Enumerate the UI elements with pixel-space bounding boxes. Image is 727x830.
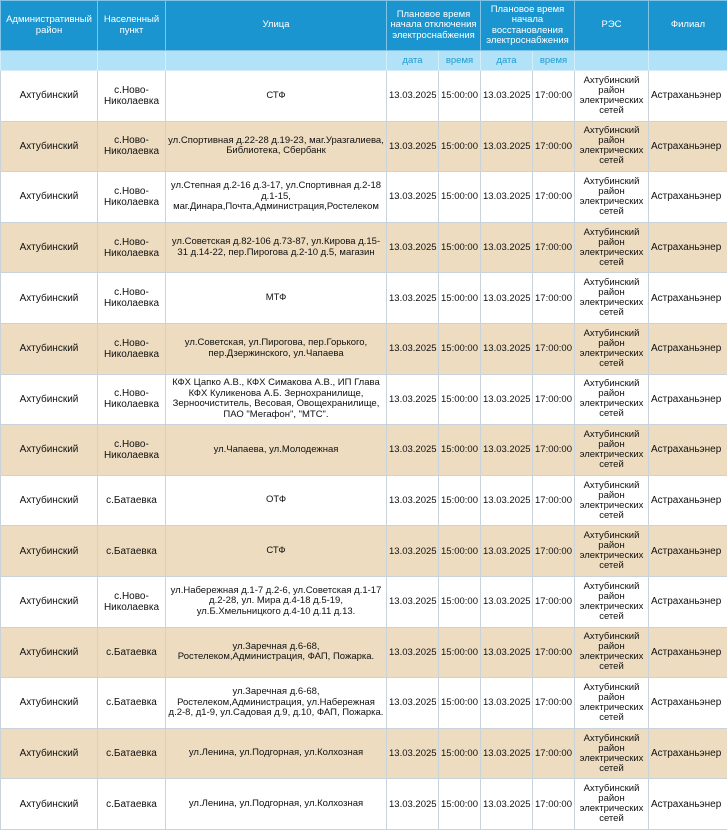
cell-off-time: 15:00:00	[439, 779, 481, 830]
table-row	[1, 273, 727, 324]
cell-on-date: 13.03.2025	[481, 576, 533, 627]
cell-res: Ахтубинский район электрических сетей	[575, 323, 649, 374]
cell-off-date: 13.03.2025	[387, 576, 439, 627]
subheader-empty	[166, 51, 387, 71]
cell-street: МТФ	[166, 273, 387, 324]
cell-on-date: 13.03.2025	[481, 172, 533, 223]
cell-on-time: 17:00:00	[533, 273, 575, 324]
cell-street: ул.Советская д.82-106 д.73-87, ул.Кирова д.15-31 д.14-22, пер.Пирогова д.2-10 д.5, магазин	[166, 222, 387, 273]
cell-res: Ахтубинский район электрических сетей	[575, 779, 649, 830]
cell-res: Ахтубинский район электрических сетей	[575, 526, 649, 577]
cell-on-time: 17:00:00	[533, 374, 575, 425]
cell-filial: Астраханьэнер	[649, 526, 727, 577]
cell-on-date: 13.03.2025	[481, 71, 533, 122]
cell-off-time: 15:00:00	[439, 71, 481, 122]
table-row	[1, 526, 727, 577]
cell-off-date: 13.03.2025	[387, 425, 439, 476]
cell-street: ул.Степная д.2-16 д.3-17, ул.Спортивная д.2-18 д.1-15, маг.Динара,Почта,Администрация,Ростелеком	[166, 172, 387, 223]
cell-filial: Астраханьэнер	[649, 475, 727, 526]
cell-res: Ахтубинский район электрических сетей	[575, 172, 649, 223]
cell-settlement: с.Ново-Николаевка	[98, 323, 166, 374]
subheader-row	[1, 51, 727, 71]
cell-off-time: 15:00:00	[439, 374, 481, 425]
cell-on-time: 17:00:00	[533, 71, 575, 122]
cell-on-time: 17:00:00	[533, 627, 575, 678]
cell-off-date: 13.03.2025	[387, 172, 439, 223]
table-row	[1, 323, 727, 374]
cell-off-time: 15:00:00	[439, 526, 481, 577]
cell-res: Ахтубинский район электрических сетей	[575, 374, 649, 425]
cell-off-date: 13.03.2025	[387, 627, 439, 678]
cell-off-date: 13.03.2025	[387, 222, 439, 273]
header-off-start: Плановое время начала отключения электроснабжения	[387, 1, 481, 51]
cell-on-time: 17:00:00	[533, 678, 575, 729]
table-body	[1, 71, 727, 830]
cell-district: Ахтубинский	[1, 374, 98, 425]
cell-off-time: 15:00:00	[439, 222, 481, 273]
cell-district: Ахтубинский	[1, 728, 98, 779]
cell-on-date: 13.03.2025	[481, 475, 533, 526]
cell-on-date: 13.03.2025	[481, 425, 533, 476]
cell-off-date: 13.03.2025	[387, 526, 439, 577]
cell-filial: Астраханьэнер	[649, 172, 727, 223]
cell-res: Ахтубинский район электрических сетей	[575, 728, 649, 779]
subheader-empty	[649, 51, 727, 71]
cell-street: ул.Набережная д.1-7 д.2-6, ул.Советская д.1-17 д.2-28, ул. Мира д.4-18 д.5-19, ул.Б.Хмельницкого д.4-10 д.11 д.13.	[166, 576, 387, 627]
cell-street: ул.Ленина, ул.Подгорная, ул.Колхозная	[166, 728, 387, 779]
cell-on-date: 13.03.2025	[481, 121, 533, 172]
table-row	[1, 475, 727, 526]
cell-filial: Астраханьэнер	[649, 627, 727, 678]
header-settlement: Населенный пункт	[98, 1, 166, 51]
cell-off-date: 13.03.2025	[387, 71, 439, 122]
cell-off-time: 15:00:00	[439, 475, 481, 526]
cell-settlement: с.Батаевка	[98, 526, 166, 577]
cell-district: Ахтубинский	[1, 627, 98, 678]
cell-off-date: 13.03.2025	[387, 678, 439, 729]
cell-off-time: 15:00:00	[439, 576, 481, 627]
cell-district: Ахтубинский	[1, 576, 98, 627]
cell-settlement: с.Ново-Николаевка	[98, 576, 166, 627]
subheader-off-date: дата	[387, 51, 439, 71]
cell-street: ул.Советская, ул.Пирогова, пер.Горького, пер.Дзержинского, ул.Чапаева	[166, 323, 387, 374]
cell-on-time: 17:00:00	[533, 121, 575, 172]
subheader-empty	[575, 51, 649, 71]
cell-settlement: с.Батаевка	[98, 627, 166, 678]
cell-on-time: 17:00:00	[533, 526, 575, 577]
cell-res: Ахтубинский район электрических сетей	[575, 222, 649, 273]
header-filial: Филиал	[649, 1, 727, 51]
cell-district: Ахтубинский	[1, 475, 98, 526]
subheader-on-date: дата	[481, 51, 533, 71]
cell-off-time: 15:00:00	[439, 172, 481, 223]
cell-on-time: 17:00:00	[533, 576, 575, 627]
cell-on-date: 13.03.2025	[481, 323, 533, 374]
cell-filial: Астраханьэнер	[649, 71, 727, 122]
cell-res: Ахтубинский район электрических сетей	[575, 576, 649, 627]
cell-settlement: с.Ново-Николаевка	[98, 121, 166, 172]
cell-filial: Астраханьэнер	[649, 323, 727, 374]
cell-street: ОТФ	[166, 475, 387, 526]
cell-res: Ахтубинский район электрических сетей	[575, 627, 649, 678]
header-street: Улица	[166, 1, 387, 51]
cell-district: Ахтубинский	[1, 526, 98, 577]
cell-settlement: с.Батаевка	[98, 678, 166, 729]
cell-on-time: 17:00:00	[533, 475, 575, 526]
cell-street: ул.Ленина, ул.Подгорная, ул.Колхозная	[166, 779, 387, 830]
header-district: Административный район	[1, 1, 98, 51]
cell-off-date: 13.03.2025	[387, 121, 439, 172]
cell-street: СТФ	[166, 71, 387, 122]
table-row	[1, 374, 727, 425]
cell-district: Ахтубинский	[1, 678, 98, 729]
subheader-on-time: время	[533, 51, 575, 71]
cell-settlement: с.Ново-Николаевка	[98, 71, 166, 122]
cell-on-time: 17:00:00	[533, 323, 575, 374]
cell-off-time: 15:00:00	[439, 121, 481, 172]
cell-on-date: 13.03.2025	[481, 273, 533, 324]
cell-off-time: 15:00:00	[439, 425, 481, 476]
table-row	[1, 172, 727, 223]
table-row	[1, 627, 727, 678]
subheader-off-time: время	[439, 51, 481, 71]
cell-district: Ахтубинский	[1, 222, 98, 273]
header-row	[1, 1, 727, 51]
cell-filial: Астраханьэнер	[649, 779, 727, 830]
cell-on-date: 13.03.2025	[481, 222, 533, 273]
cell-settlement: с.Ново-Николаевка	[98, 374, 166, 425]
cell-res: Ахтубинский район электрических сетей	[575, 475, 649, 526]
cell-street: ул.Чапаева, ул.Молодежная	[166, 425, 387, 476]
header-res: РЭС	[575, 1, 649, 51]
cell-off-date: 13.03.2025	[387, 323, 439, 374]
cell-filial: Астраханьэнер	[649, 425, 727, 476]
cell-on-date: 13.03.2025	[481, 526, 533, 577]
table-row	[1, 222, 727, 273]
cell-settlement: с.Батаевка	[98, 475, 166, 526]
cell-res: Ахтубинский район электрических сетей	[575, 121, 649, 172]
cell-off-date: 13.03.2025	[387, 475, 439, 526]
cell-off-date: 13.03.2025	[387, 374, 439, 425]
cell-off-time: 15:00:00	[439, 728, 481, 779]
table-row	[1, 576, 727, 627]
cell-on-time: 17:00:00	[533, 425, 575, 476]
cell-filial: Астраханьэнер	[649, 222, 727, 273]
cell-off-time: 15:00:00	[439, 678, 481, 729]
cell-district: Ахтубинский	[1, 172, 98, 223]
cell-district: Ахтубинский	[1, 779, 98, 830]
cell-street: ул.Спортивная д.22-28 д.19-23, маг.Уразгалиева, Библиотека, Сбербанк	[166, 121, 387, 172]
table-row	[1, 121, 727, 172]
cell-district: Ахтубинский	[1, 121, 98, 172]
table-row	[1, 779, 727, 830]
cell-district: Ахтубинский	[1, 71, 98, 122]
cell-settlement: с.Ново-Николаевка	[98, 273, 166, 324]
header-restore: Плановое время начала восстановления электроснабжения	[481, 1, 575, 51]
cell-district: Ахтубинский	[1, 425, 98, 476]
cell-filial: Астраханьэнер	[649, 728, 727, 779]
cell-street: КФХ Цапко А.В., КФХ Симакова А.В., ИП Глава КФХ Куликенова А.Б. Зернохранилище, Зерноочиститель, Весовая, Овощехранилище, ПАО "Мегафон", "МТС".	[166, 374, 387, 425]
cell-on-date: 13.03.2025	[481, 678, 533, 729]
cell-on-date: 13.03.2025	[481, 779, 533, 830]
cell-street: ул.Заречная д.6-68, Ростелеком,Администрация, ул.Набережная д.2-8, д1-9, ул.Садовая д.9, д.10, ФАП, Пожарка.	[166, 678, 387, 729]
table-row	[1, 678, 727, 729]
cell-off-date: 13.03.2025	[387, 728, 439, 779]
cell-on-date: 13.03.2025	[481, 627, 533, 678]
cell-settlement: с.Ново-Николаевка	[98, 172, 166, 223]
cell-district: Ахтубинский	[1, 323, 98, 374]
table-row	[1, 71, 727, 122]
cell-district: Ахтубинский	[1, 273, 98, 324]
subheader-empty	[1, 51, 98, 71]
cell-settlement: с.Ново-Николаевка	[98, 425, 166, 476]
cell-res: Ахтубинский район электрических сетей	[575, 425, 649, 476]
cell-filial: Астраханьэнер	[649, 678, 727, 729]
cell-res: Ахтубинский район электрических сетей	[575, 678, 649, 729]
cell-settlement: с.Батаевка	[98, 728, 166, 779]
cell-settlement: с.Батаевка	[98, 779, 166, 830]
cell-off-time: 15:00:00	[439, 627, 481, 678]
cell-filial: Астраханьэнер	[649, 374, 727, 425]
cell-off-time: 15:00:00	[439, 273, 481, 324]
subheader-empty	[98, 51, 166, 71]
cell-on-time: 17:00:00	[533, 222, 575, 273]
cell-filial: Астраханьэнер	[649, 121, 727, 172]
cell-on-date: 13.03.2025	[481, 728, 533, 779]
cell-filial: Астраханьэнер	[649, 273, 727, 324]
cell-on-time: 17:00:00	[533, 728, 575, 779]
cell-on-date: 13.03.2025	[481, 374, 533, 425]
cell-on-time: 17:00:00	[533, 172, 575, 223]
table-row	[1, 425, 727, 476]
cell-off-date: 13.03.2025	[387, 779, 439, 830]
cell-on-time: 17:00:00	[533, 779, 575, 830]
cell-off-time: 15:00:00	[439, 323, 481, 374]
cell-street: СТФ	[166, 526, 387, 577]
cell-res: Ахтубинский район электрических сетей	[575, 71, 649, 122]
cell-filial: Астраханьэнер	[649, 576, 727, 627]
cell-res: Ахтубинский район электрических сетей	[575, 273, 649, 324]
cell-settlement: с.Ново-Николаевка	[98, 222, 166, 273]
cell-off-date: 13.03.2025	[387, 273, 439, 324]
table-row	[1, 728, 727, 779]
cell-street: ул.Заречная д.6-68, Ростелеком,Администрация, ФАП, Пожарка.	[166, 627, 387, 678]
